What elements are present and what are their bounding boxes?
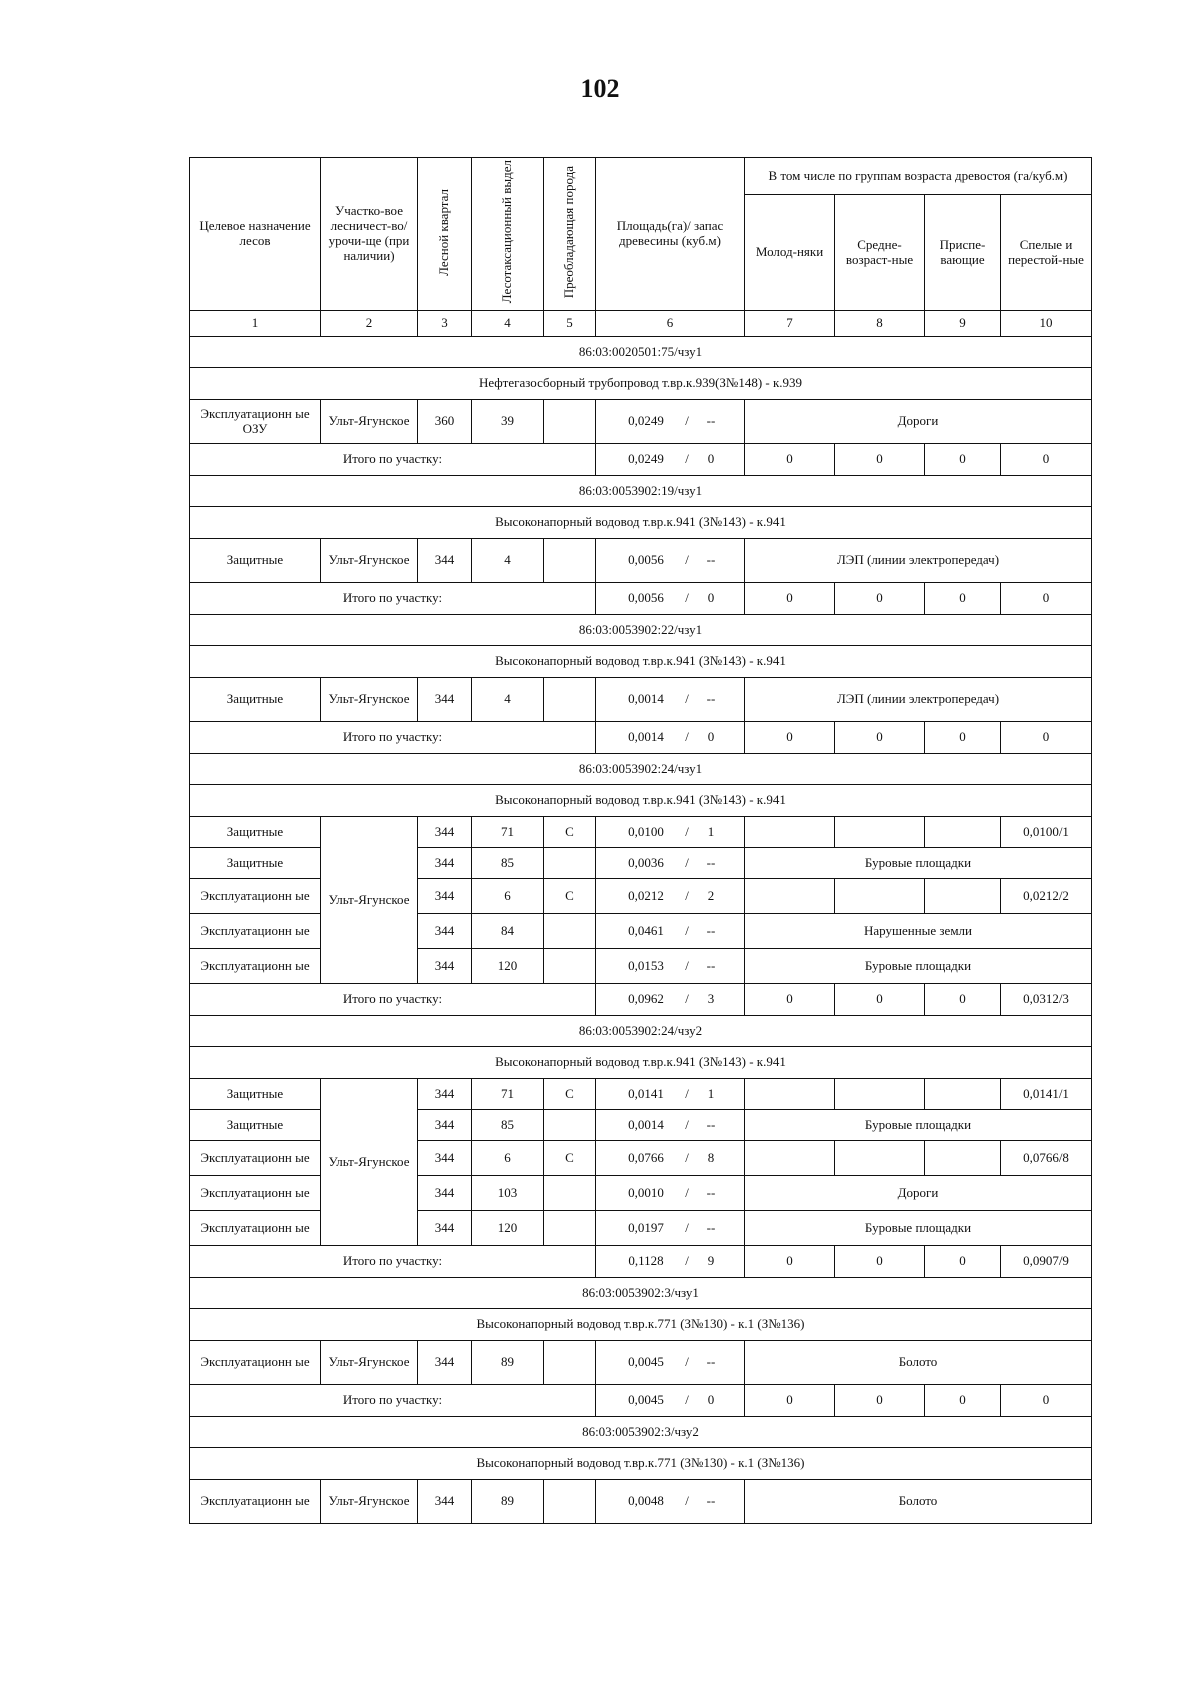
stock-value: 0 <box>707 1392 715 1408</box>
area-stock-cell <box>596 848 745 879</box>
quarter-cell: 344 <box>418 914 472 949</box>
col-number: 2 <box>321 311 418 337</box>
header-young: Молод-няки <box>745 195 835 311</box>
area-stock-cell <box>596 1176 745 1211</box>
area-separator: / <box>685 1253 689 1269</box>
quarter-cell: 344 <box>418 1176 472 1211</box>
vydel-cell: 4 <box>472 539 544 583</box>
forest-table <box>189 157 1092 1524</box>
area-stock-cell <box>596 949 745 984</box>
stock-value: 3 <box>707 991 715 1007</box>
table-row <box>190 1341 1092 1385</box>
stock-value: -- <box>706 854 716 870</box>
total-row <box>190 984 1092 1016</box>
mature-cell: 0,0766/8 <box>1001 1141 1092 1176</box>
forestry-cell: Ульт-Ягунское <box>321 1480 418 1524</box>
species-cell <box>544 1176 596 1211</box>
stock-value: 0 <box>707 451 715 467</box>
quarter-cell: 344 <box>418 1079 472 1110</box>
column-number-row <box>190 311 1092 337</box>
area-value: 0,0461 <box>628 922 664 938</box>
total-label: Итого по участку: <box>190 1385 596 1417</box>
total-young: 0 <box>745 444 835 476</box>
total-mature: 0,0907/9 <box>1001 1246 1092 1278</box>
total-middle-aged: 0 <box>835 722 925 754</box>
quarter-cell: 344 <box>418 848 472 879</box>
area-stock-cell <box>596 914 745 949</box>
stock-value: -- <box>706 1219 716 1235</box>
table-row <box>190 1079 1092 1110</box>
area-stock-cell <box>596 722 745 754</box>
maturing-cell <box>925 879 1001 914</box>
forestry-cell: Ульт-Ягунское <box>321 539 418 583</box>
header-quarter <box>418 158 472 311</box>
area-value: 0,0962 <box>628 991 664 1007</box>
area-value: 0,0141 <box>628 1085 664 1101</box>
stock-value: 0 <box>707 729 715 745</box>
young-cell <box>745 1079 835 1110</box>
total-row <box>190 444 1092 476</box>
area-separator: / <box>685 854 689 870</box>
vydel-cell: 4 <box>472 678 544 722</box>
plot-code: 86:03:0053902:3/чзу1 <box>190 1278 1092 1309</box>
quarter-cell: 344 <box>418 1110 472 1141</box>
plot-code: 86:03:0053902:19/чзу1 <box>190 476 1092 507</box>
stock-value: 1 <box>707 823 715 839</box>
plot-code: 86:03:0053902:24/чзу1 <box>190 754 1092 785</box>
purpose-cell: Эксплуатационн ые <box>190 914 321 949</box>
vydel-cell: 85 <box>472 1110 544 1141</box>
land-category-note: Буровые площадки <box>745 1110 1092 1141</box>
young-cell <box>745 879 835 914</box>
area-separator: / <box>685 1184 689 1200</box>
quarter-cell: 344 <box>418 949 472 984</box>
maturing-cell <box>925 817 1001 848</box>
vydel-cell: 84 <box>472 914 544 949</box>
stock-value: -- <box>706 552 716 568</box>
area-stock-cell <box>596 444 745 476</box>
col-number: 7 <box>745 311 835 337</box>
object-description: Высоконапорный водовод т.вр.к.771 (З№130) - к.1 (З№136) <box>190 1309 1092 1341</box>
stock-value: -- <box>706 691 716 707</box>
area-stock-cell <box>596 1480 745 1524</box>
header-middle-aged: Средне-возраст-ные <box>835 195 925 311</box>
page-number: 102 <box>580 74 620 103</box>
vydel-cell: 71 <box>472 817 544 848</box>
area-value: 0,0249 <box>628 413 664 429</box>
total-maturing: 0 <box>925 984 1001 1016</box>
object-description: Высоконапорный водовод т.вр.к.941 (З№143) - к.941 <box>190 507 1092 539</box>
land-category-note: Болото <box>745 1480 1092 1524</box>
vydel-cell: 120 <box>472 949 544 984</box>
quarter-cell: 344 <box>418 1211 472 1246</box>
land-category-note: ЛЭП (линии электропередач) <box>745 539 1092 583</box>
total-label: Итого по участку: <box>190 984 596 1016</box>
total-middle-aged: 0 <box>835 583 925 615</box>
plot-code-row <box>190 476 1092 507</box>
object-description: Высоконапорный водовод т.вр.к.771 (З№130) - к.1 (З№136) <box>190 1448 1092 1480</box>
table-row <box>190 539 1092 583</box>
stock-value: -- <box>706 1493 716 1509</box>
species-cell <box>544 1341 596 1385</box>
species-cell <box>544 678 596 722</box>
col-number: 6 <box>596 311 745 337</box>
area-stock-cell <box>596 984 745 1016</box>
species-cell <box>544 949 596 984</box>
purpose-cell: Эксплуатационн ые <box>190 1141 321 1176</box>
young-cell <box>745 817 835 848</box>
area-value: 0,0100 <box>628 823 664 839</box>
area-separator: / <box>685 1392 689 1408</box>
total-young: 0 <box>745 1246 835 1278</box>
area-value: 0,0056 <box>628 590 664 606</box>
area-value: 0,0014 <box>628 691 664 707</box>
table-body <box>190 337 1092 1524</box>
area-stock-cell <box>596 1341 745 1385</box>
plot-code: 86:03:0053902:22/чзу1 <box>190 615 1092 646</box>
total-mature: 0 <box>1001 444 1092 476</box>
total-middle-aged: 0 <box>835 1246 925 1278</box>
area-value: 0,0045 <box>628 1392 664 1408</box>
forestry-cell: Ульт-Ягунское <box>321 1079 418 1246</box>
area-stock-cell <box>596 1141 745 1176</box>
purpose-cell: Защитные <box>190 1110 321 1141</box>
plot-code-row <box>190 615 1092 646</box>
area-separator: / <box>685 1149 689 1165</box>
purpose-cell: Эксплуатационн ые <box>190 1211 321 1246</box>
col-number: 10 <box>1001 311 1092 337</box>
quarter-cell: 344 <box>418 539 472 583</box>
stock-value: -- <box>706 1184 716 1200</box>
purpose-cell: Эксплуатационн ые <box>190 949 321 984</box>
area-separator: / <box>685 451 689 467</box>
purpose-cell: Эксплуатационн ые <box>190 1480 321 1524</box>
area-value: 0,0197 <box>628 1219 664 1235</box>
area-separator: / <box>685 413 689 429</box>
area-stock-cell <box>596 539 745 583</box>
area-value: 0,0036 <box>628 854 664 870</box>
middle-aged-cell <box>835 879 925 914</box>
stock-value: -- <box>706 1116 716 1132</box>
species-cell: С <box>544 1079 596 1110</box>
area-value: 0,0056 <box>628 552 664 568</box>
area-separator: / <box>685 957 689 973</box>
object-description-row <box>190 1448 1092 1480</box>
area-value: 0,0045 <box>628 1354 664 1370</box>
total-middle-aged: 0 <box>835 444 925 476</box>
header-area: Площадь(га)/ запас древесины (куб.м) <box>596 158 745 311</box>
purpose-cell: Эксплуатационн ые ОЗУ <box>190 400 321 444</box>
area-stock-cell <box>596 1385 745 1417</box>
total-label: Итого по участку: <box>190 1246 596 1278</box>
area-value: 0,0153 <box>628 957 664 973</box>
vydel-cell: 39 <box>472 400 544 444</box>
total-young: 0 <box>745 984 835 1016</box>
species-cell: С <box>544 817 596 848</box>
col-number: 5 <box>544 311 596 337</box>
total-middle-aged: 0 <box>835 1385 925 1417</box>
table-row <box>190 678 1092 722</box>
purpose-cell: Защитные <box>190 817 321 848</box>
species-cell: С <box>544 1141 596 1176</box>
col-number: 3 <box>418 311 472 337</box>
quarter-cell: 360 <box>418 400 472 444</box>
land-category-note: Буровые площадки <box>745 949 1092 984</box>
stock-value: -- <box>706 922 716 938</box>
area-value: 0,0014 <box>628 729 664 745</box>
object-description-row <box>190 368 1092 400</box>
total-young: 0 <box>745 1385 835 1417</box>
purpose-cell: Защитные <box>190 1079 321 1110</box>
header-mature: Спелые и перестой-ные <box>1001 195 1092 311</box>
area-separator: / <box>685 922 689 938</box>
col-number: 9 <box>925 311 1001 337</box>
area-separator: / <box>685 691 689 707</box>
total-mature: 0 <box>1001 1385 1092 1417</box>
vydel-cell: 85 <box>472 848 544 879</box>
area-separator: / <box>685 1219 689 1235</box>
table-row <box>190 1480 1092 1524</box>
plot-code-row <box>190 337 1092 368</box>
header-species <box>544 158 596 311</box>
total-label: Итого по участку: <box>190 722 596 754</box>
vydel-cell: 120 <box>472 1211 544 1246</box>
stock-value: 9 <box>707 1253 715 1269</box>
area-separator: / <box>685 887 689 903</box>
young-cell <box>745 1141 835 1176</box>
quarter-cell: 344 <box>418 1341 472 1385</box>
quarter-cell: 344 <box>418 1141 472 1176</box>
area-stock-cell <box>596 678 745 722</box>
forestry-cell: Ульт-Ягунское <box>321 817 418 984</box>
purpose-cell: Защитные <box>190 539 321 583</box>
table-header <box>190 158 1092 337</box>
vydel-cell: 6 <box>472 1141 544 1176</box>
object-description-row <box>190 507 1092 539</box>
species-cell <box>544 400 596 444</box>
stock-value: -- <box>706 957 716 973</box>
area-stock-cell <box>596 1079 745 1110</box>
vydel-cell: 103 <box>472 1176 544 1211</box>
vydel-cell: 71 <box>472 1079 544 1110</box>
area-value: 0,0212 <box>628 887 664 903</box>
object-description: Высоконапорный водовод т.вр.к.941 (З№143) - к.941 <box>190 1047 1092 1079</box>
total-row <box>190 1385 1092 1417</box>
area-stock-cell <box>596 400 745 444</box>
col-number: 4 <box>472 311 544 337</box>
stock-value: 0 <box>707 590 715 606</box>
header-purpose: Целевое назначение лесов <box>190 158 321 311</box>
plot-code-row <box>190 1016 1092 1047</box>
stock-value: 8 <box>707 1149 715 1165</box>
forestry-cell: Ульт-Ягунское <box>321 400 418 444</box>
area-separator: / <box>685 729 689 745</box>
total-label: Итого по участку: <box>190 583 596 615</box>
area-separator: / <box>685 1354 689 1370</box>
land-category-note: Буровые площадки <box>745 848 1092 879</box>
total-middle-aged: 0 <box>835 984 925 1016</box>
species-cell <box>544 539 596 583</box>
header-quarter-text: Лесной квартал <box>436 188 452 276</box>
stock-value: -- <box>706 413 716 429</box>
quarter-cell: 344 <box>418 817 472 848</box>
stock-value: 2 <box>707 887 715 903</box>
forestry-cell: Ульт-Ягунское <box>321 678 418 722</box>
plot-code: 86:03:0053902:24/чзу2 <box>190 1016 1092 1047</box>
species-cell <box>544 1211 596 1246</box>
col-number: 1 <box>190 311 321 337</box>
area-separator: / <box>685 823 689 839</box>
quarter-cell: 344 <box>418 879 472 914</box>
object-description: Нефтегазосборный трубопровод т.вр.к.939(З№148) - к.939 <box>190 368 1092 400</box>
header-vydel <box>472 158 544 311</box>
total-young: 0 <box>745 583 835 615</box>
object-description-row <box>190 1309 1092 1341</box>
plot-code: 86:03:0053902:3/чзу2 <box>190 1417 1092 1448</box>
area-separator: / <box>685 1493 689 1509</box>
purpose-cell: Защитные <box>190 678 321 722</box>
stock-value: -- <box>706 1354 716 1370</box>
land-category-note: Болото <box>745 1341 1092 1385</box>
vydel-cell: 89 <box>472 1341 544 1385</box>
vydel-cell: 6 <box>472 879 544 914</box>
header-species-text: Преобладающая порода <box>561 165 577 299</box>
species-cell <box>544 1480 596 1524</box>
table-row <box>190 400 1092 444</box>
col-number: 8 <box>835 311 925 337</box>
area-stock-cell <box>596 879 745 914</box>
area-value: 0,0010 <box>628 1184 664 1200</box>
species-cell <box>544 1110 596 1141</box>
purpose-cell: Эксплуатационн ые <box>190 1176 321 1211</box>
table-row <box>190 817 1092 848</box>
area-value: 0,0048 <box>628 1493 664 1509</box>
object-description: Высоконапорный водовод т.вр.к.941 (З№143) - к.941 <box>190 646 1092 678</box>
object-description-row <box>190 646 1092 678</box>
land-category-note: Дороги <box>745 1176 1092 1211</box>
total-row <box>190 722 1092 754</box>
area-value: 0,0766 <box>628 1149 664 1165</box>
mature-cell: 0,0100/1 <box>1001 817 1092 848</box>
land-category-note: Дороги <box>745 400 1092 444</box>
plot-code-row <box>190 1278 1092 1309</box>
plot-code: 86:03:0020501:75/чзу1 <box>190 337 1092 368</box>
total-maturing: 0 <box>925 722 1001 754</box>
header-forestry: Участко-вое лесничест-во/урочи-ще (при наличии) <box>321 158 418 311</box>
area-stock-cell <box>596 817 745 848</box>
species-cell: С <box>544 879 596 914</box>
area-value: 0,0014 <box>628 1116 664 1132</box>
object-description: Высоконапорный водовод т.вр.к.941 (З№143) - к.941 <box>190 785 1092 817</box>
middle-aged-cell <box>835 817 925 848</box>
area-value: 0,1128 <box>628 1253 664 1269</box>
plot-code-row <box>190 754 1092 785</box>
total-row <box>190 583 1092 615</box>
species-cell <box>544 914 596 949</box>
maturing-cell <box>925 1079 1001 1110</box>
area-stock-cell <box>596 1246 745 1278</box>
vydel-cell: 89 <box>472 1480 544 1524</box>
area-separator: / <box>685 991 689 1007</box>
total-mature: 0 <box>1001 722 1092 754</box>
area-separator: / <box>685 590 689 606</box>
area-separator: / <box>685 1085 689 1101</box>
stock-value: 1 <box>707 1085 715 1101</box>
purpose-cell: Эксплуатационн ые <box>190 1341 321 1385</box>
area-value: 0,0249 <box>628 451 664 467</box>
total-maturing: 0 <box>925 583 1001 615</box>
area-stock-cell <box>596 583 745 615</box>
maturing-cell <box>925 1141 1001 1176</box>
quarter-cell: 344 <box>418 1480 472 1524</box>
object-description-row <box>190 1047 1092 1079</box>
total-mature: 0,0312/3 <box>1001 984 1092 1016</box>
total-maturing: 0 <box>925 1246 1001 1278</box>
area-stock-cell <box>596 1211 745 1246</box>
plot-code-row <box>190 1417 1092 1448</box>
total-maturing: 0 <box>925 1385 1001 1417</box>
purpose-cell: Защитные <box>190 848 321 879</box>
total-maturing: 0 <box>925 444 1001 476</box>
mature-cell: 0,0212/2 <box>1001 879 1092 914</box>
total-row <box>190 1246 1092 1278</box>
land-category-note: ЛЭП (линии электропередач) <box>745 678 1092 722</box>
mature-cell: 0,0141/1 <box>1001 1079 1092 1110</box>
land-category-note: Нарушенные земли <box>745 914 1092 949</box>
total-label: Итого по участку: <box>190 444 596 476</box>
land-category-note: Буровые площадки <box>745 1211 1092 1246</box>
species-cell <box>544 848 596 879</box>
header-age-groups: В том числе по группам возраста древостоя (га/куб.м) <box>745 158 1092 195</box>
purpose-cell: Эксплуатационн ые <box>190 879 321 914</box>
header-maturing: Приспе-вающие <box>925 195 1001 311</box>
forestry-cell: Ульт-Ягунское <box>321 1341 418 1385</box>
area-separator: / <box>685 552 689 568</box>
area-stock-cell <box>596 1110 745 1141</box>
middle-aged-cell <box>835 1079 925 1110</box>
area-separator: / <box>685 1116 689 1132</box>
middle-aged-cell <box>835 1141 925 1176</box>
total-mature: 0 <box>1001 583 1092 615</box>
object-description-row <box>190 785 1092 817</box>
header-vydel-text: Лесотаксационный выдел <box>499 160 515 304</box>
total-young: 0 <box>745 722 835 754</box>
quarter-cell: 344 <box>418 678 472 722</box>
